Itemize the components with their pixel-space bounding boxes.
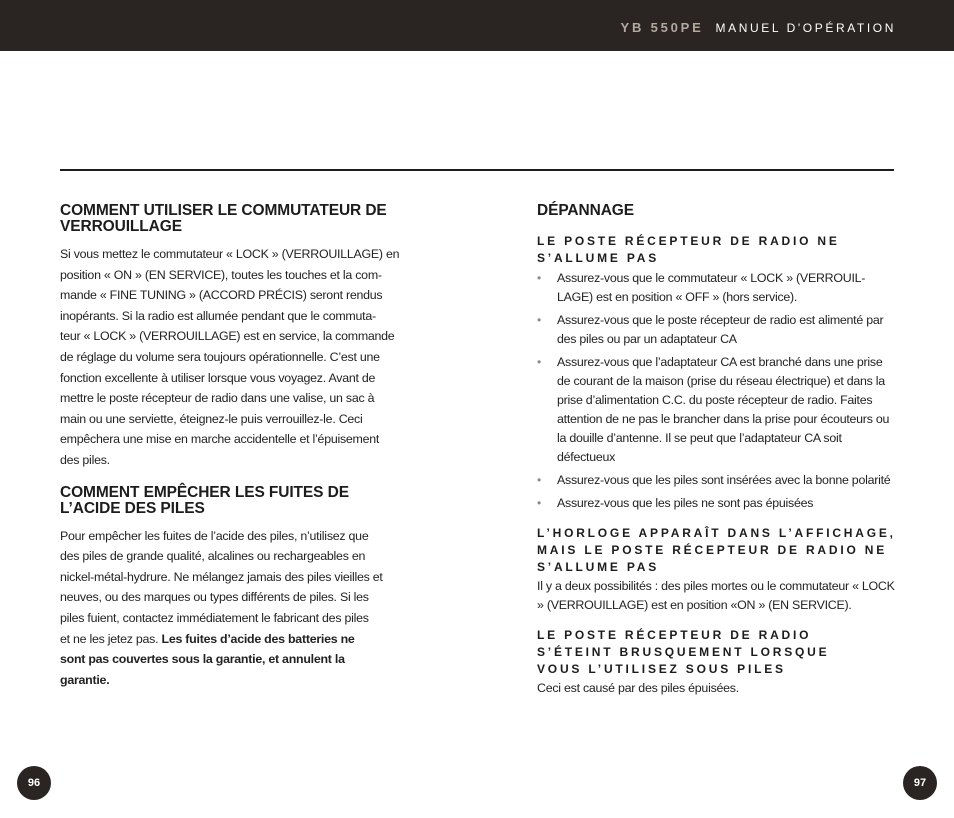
- header-bar: [0, 0, 954, 51]
- bullet-icon: •: [537, 355, 541, 369]
- text-line: main ou une serviette, éteignez-le puis verrouillez-le. Ceci: [60, 411, 363, 426]
- section-title-lock: COMMENT UTILISER LE COMMUTATEUR DE VERROUILLAGE: [60, 202, 387, 235]
- text-line: Pour empêcher les fuites de l’acide des piles, n’utilisez que: [60, 528, 369, 543]
- list-item: [537, 311, 897, 349]
- lock-paragraph: [60, 244, 422, 471]
- shutoff-answer: Ceci est causé par des piles épuisées.: [537, 681, 739, 695]
- clock-answer: Il y a deux possibilités : des piles mortes ou le commutateur « LOCK » (VERROUILLAGE) est en position «ON » (EN SERVICE).: [537, 579, 895, 612]
- top-divider: [60, 169, 894, 171]
- model-name: YB 550PE: [620, 20, 704, 35]
- text-line: de réglage du volume sera toujours opérationnelle. C’est une: [60, 349, 380, 364]
- text-line: des piles.: [60, 452, 110, 467]
- list-item-text: Assurez-vous que les piles sont insérées avec la bonne polarité: [557, 473, 891, 487]
- bullet-icon: •: [537, 313, 541, 327]
- running-header: [621, 20, 897, 35]
- list-item: [537, 353, 897, 467]
- bullet-icon: •: [537, 271, 541, 285]
- text-line: des piles de grande qualité, alcalines ou rechargeables en: [60, 549, 366, 564]
- troubleshooting-title: DÉPANNAGE: [537, 202, 634, 219]
- subheading-shutoff: LE POSTE RÉCEPTEUR DE RADIO S’ÉTEINT BRUSQUEMENT LORSQUE VOUS L’UTILISEZ SOUS PILES: [537, 628, 830, 676]
- no-power-checklist: [537, 269, 897, 513]
- warranty-warning: garantie.: [60, 672, 110, 687]
- section-title-leak: COMMENT EMPÊCHER LES FUITES DE L’ACIDE DES PILES: [60, 483, 349, 517]
- text-line: nickel-métal-hydrure. Ne mélangez jamais des piles vieilles et: [60, 569, 383, 584]
- warranty-warning: sont pas couvertes sous la garantie, et annulent la: [60, 652, 345, 667]
- warranty-warning: Les fuites d’acide des batteries ne: [161, 631, 355, 646]
- text-line: inopérants. Si la radio est allumée pendant que le commuta-: [60, 308, 376, 323]
- list-item-text: Assurez-vous que les piles ne sont pas épuisées: [557, 496, 814, 510]
- bullet-icon: •: [537, 496, 541, 510]
- subheading-no-power: LE POSTE RÉCEPTEUR DE RADIO NE S’ALLUME PAS: [537, 234, 840, 265]
- list-item: [537, 269, 897, 307]
- leak-paragraph: [60, 526, 422, 691]
- list-item-text: Assurez-vous que le commutateur « LOCK » (VERROUIL-LAGE) est en position « OFF » (hors service).: [557, 271, 866, 304]
- left-column: [60, 203, 422, 690]
- list-item: [537, 494, 897, 513]
- text-line: teur « LOCK » (VERROUILLAGE) est en service, la commande: [60, 329, 395, 344]
- text-line: mande « FINE TUNING » (ACCORD PRÉCIS) seront rendus: [60, 288, 383, 303]
- text-line: fonction excellente à utiliser lorsque vous voyagez. Avant de: [60, 370, 376, 385]
- page-number-left: 96: [17, 766, 51, 800]
- text-line: neuves, ou des marques ou types différents de piles. Si les: [60, 590, 369, 605]
- list-item-text: Assurez-vous que l’adaptateur CA est branché dans une prise de courant de la maison (prise du réseau électrique) et dans la prise d’alimentation C.C. du poste récepteur de radio. Faites attention de ne pas le brancher dans la prise pour écouteurs ou la douille d’antenne. Il se peut que l’adaptateur CA soit défectueux: [557, 355, 890, 464]
- text-line: empêchera une mise en marche accidentelle et l’épuisement: [60, 432, 380, 447]
- page-number-right: 97: [903, 766, 937, 800]
- text-line: position « ON » (EN SERVICE), toutes les touches et la com-: [60, 267, 382, 282]
- list-item-text: Assurez-vous que le poste récepteur de radio est alimenté par des piles ou par un adaptateur CA: [557, 313, 884, 346]
- text-line: mettre le poste récepteur de radio dans une valise, un sac à: [60, 391, 375, 406]
- text-line: Si vous mettez le commutateur « LOCK » (VERROUILLAGE) en: [60, 247, 400, 261]
- bullet-icon: •: [537, 473, 541, 487]
- text-line: piles fuient, contactez immédiatement le fabricant des piles: [60, 610, 369, 625]
- right-column: [537, 203, 897, 698]
- list-item: [537, 471, 897, 490]
- subheading-clock: L’HORLOGE APPARAÎT DANS L’AFFICHAGE, MAIS LE POSTE RÉCEPTEUR DE RADIO NE S’ALLUME PAS: [537, 526, 896, 574]
- text-line: et ne les jetez pas.: [60, 631, 162, 646]
- manual-title: MANUEL D'OPÉRATION: [715, 21, 896, 35]
